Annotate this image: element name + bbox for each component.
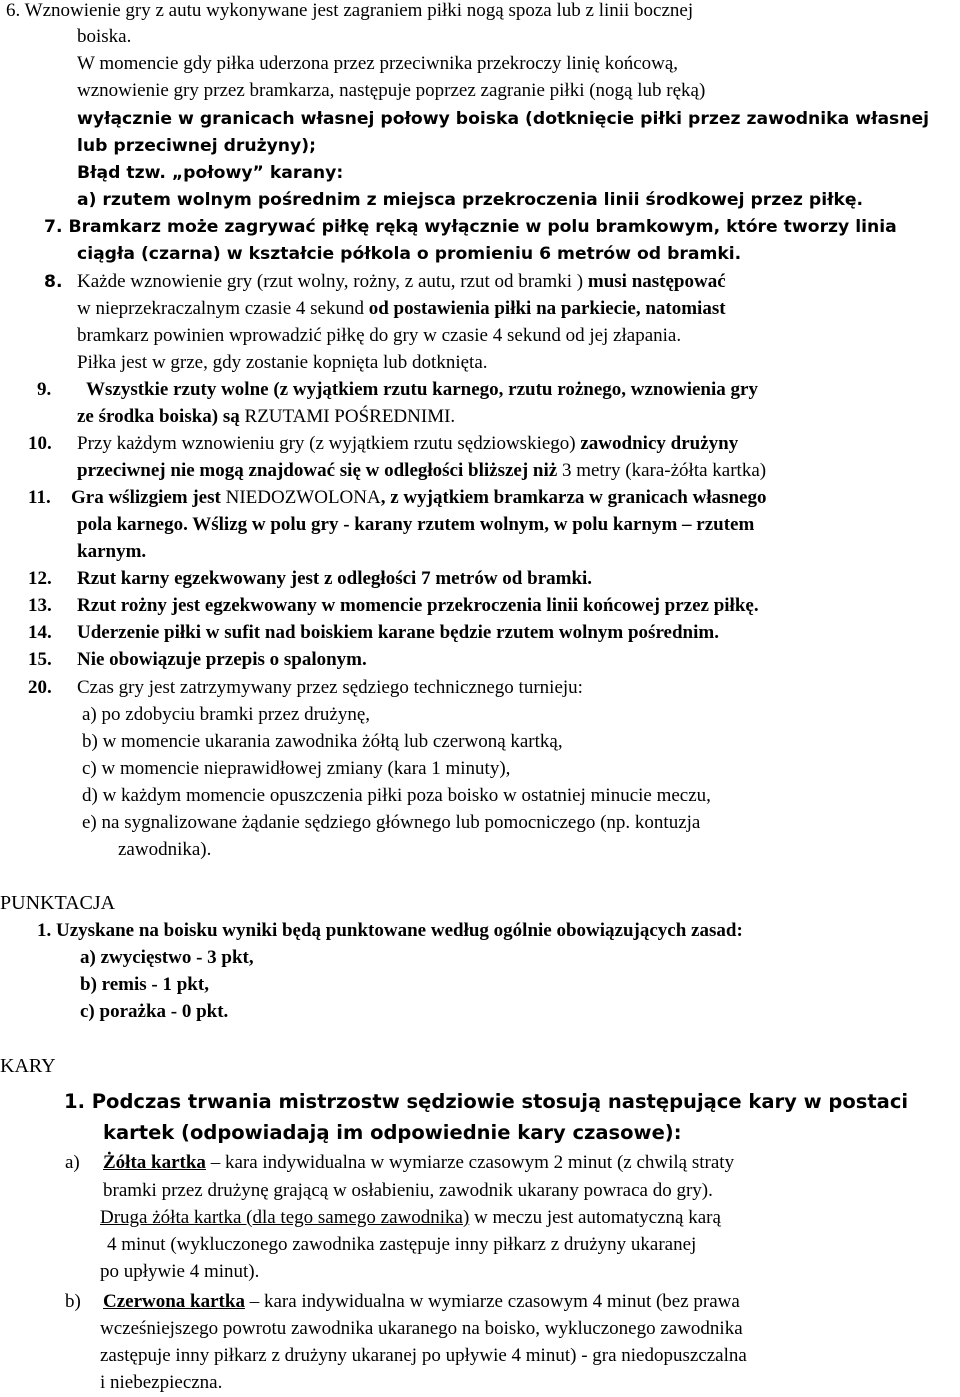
rule-20-item-d: d) w każdym momencie opuszczenia piłki poza boisko w ostatniej minucie meczu, <box>82 785 711 806</box>
rule-8-number: 8. <box>44 272 63 292</box>
punktacja-item-a: a) zwycięstwo - 3 pkt, <box>80 947 254 968</box>
kary-b-line-4: i niebezpieczna. <box>100 1372 223 1393</box>
rule-11-number: 11. <box>28 487 51 508</box>
rule-6-line-1: 6. Wznowienie gry z autu wykonywane jest zagraniem piłki nogą spoza lub z linii bocznej <box>6 0 694 21</box>
second-yellow-card-text: Druga żółta kartka (dla tego samego zawodnika) <box>100 1207 470 1228</box>
rule-20-item-e: e) na sygnalizowane żądanie sędziego głównego lub pomocniczego (np. kontuzja <box>82 812 701 833</box>
red-card-title: Czerwona kartka <box>103 1291 245 1312</box>
kary-b-line-1-text: – kara indywidualna w wymiarze czasowym 4 minut (bez prawa <box>244 1291 740 1312</box>
punktacja-item-1: 1. Uzyskane na boisku wyniki będą punktowane według ogólnie obowiązujących zasad: <box>37 920 743 941</box>
punktacja-item-c: c) porażka - 0 pkt. <box>80 1001 229 1022</box>
kary-a-line-3-text: w meczu jest automatyczną karą <box>469 1207 721 1228</box>
yellow-card-title: Żółta kartka <box>103 1152 206 1173</box>
rule-8-line-2 <box>77 296 726 322</box>
kary-item-1-line-1: 1. Podczas trwania mistrzostw sędziowie stosują następujące kary w postaci <box>64 1090 909 1113</box>
kary-a-line-5: po upływie 4 minut). <box>100 1261 260 1282</box>
rule-14-text: Uderzenie piłki w sufit nad boiskiem karane będzie rzutem wolnym pośrednim. <box>77 622 719 643</box>
rule-8-line-3: bramkarz powinien wprowadzić piłkę do gry w czasie 4 sekund od jej złapania. <box>77 325 682 346</box>
rule-9-line-1: Wszystkie rzuty wolne (z wyjątkiem rzutu karnego, rzutu rożnego, wznowienia gry <box>86 379 758 400</box>
rule-10-line-1-bold: zawodnicy drużyny <box>580 433 739 454</box>
rule-13-number: 13. <box>28 595 52 616</box>
rule-13-text: Rzut rożny jest egzekwowany w momencie przekroczenia linii końcowej przez piłkę. <box>77 595 759 616</box>
rule-6-line-5: wyłącznie w granicach własnej połowy boiska (dotknięcie piłki przez zawodnika własnej <box>77 109 930 129</box>
rule-8-line-2-text: w nieprzekraczalnym czasie 4 sekund <box>77 298 369 319</box>
rule-9-line-2-bold: ze środka boiska) są <box>77 406 245 427</box>
rule-6-line-3: W momencie gdy piłka uderzona przez przeciwnika przekroczy linię końcową, <box>77 53 679 74</box>
rule-20-text: Czas gry jest zatrzymywany przez sędziego technicznego turnieju: <box>77 677 583 698</box>
rule-11-line-1 <box>71 485 767 511</box>
rule-9-line-2-text: RZUTAMI POŚREDNIMI. <box>244 406 456 427</box>
rule-8-line-1 <box>77 269 726 295</box>
rule-10-line-2-bold: przeciwnej nie mogą znajdować się w odległości bliższej niż <box>77 460 562 481</box>
rule-8-line-1-bold: musi następować <box>587 271 726 292</box>
rule-6-line-7: Błąd tzw. „połowy” karany: <box>77 163 344 183</box>
rule-14-number: 14. <box>28 622 52 643</box>
rule-8-line-4: Piłka jest w grze, gdy zostanie kopnięta lub dotknięta. <box>77 352 488 373</box>
rule-20-item-c: c) w momencie nieprawidłowej zmiany (kara 1 minuty), <box>82 758 511 779</box>
rule-6-line-8: a) rzutem wolnym pośrednim z miejsca przekroczenia linii środkowej przez piłkę. <box>77 190 864 210</box>
rule-10-line-2 <box>77 458 766 484</box>
rule-20-item-e-cont: zawodnika). <box>118 839 212 860</box>
kary-a-line-3 <box>100 1205 721 1231</box>
rule-20-item-b: b) w momencie ukarania zawodnika żółtą lub czerwoną kartką, <box>82 731 563 752</box>
rule-11-line-1-caps: NIEDOZWOLONA <box>225 487 381 508</box>
rule-20-number: 20. <box>28 677 52 698</box>
rule-6-line-4: wznowienie gry przez bramkarza, następuje poprzez zagranie piłki (nogą lub ręką) <box>77 80 706 101</box>
rule-10-line-1 <box>77 431 738 457</box>
section-heading-punktacja: PUNKTACJA <box>0 892 116 914</box>
rule-10-line-1-text: Przy każdym wznowieniu gry (z wyjątkiem rzutu sędziowskiego) <box>77 433 581 454</box>
kary-b-line-3: zastępuje inny piłkarz z drużyny ukaranej po upływie 4 minut) - gra niedopuszczalna <box>100 1345 747 1366</box>
rule-12-number: 12. <box>28 568 52 589</box>
kary-a-line-2: bramki przez drużynę grającą w osłabieniu, zawodnik ukarany powraca do gry). <box>103 1180 713 1201</box>
rule-9-line-2 <box>77 404 455 430</box>
kary-a-line-1-text: – kara indywidualna w wymiarze czasowym 2 minut (z chwilą straty <box>205 1152 735 1173</box>
kary-a-line-4: 4 minut (wykluczonego zawodnika zastępuje inny piłkarz z drużyny ukaranej <box>107 1234 697 1255</box>
rule-15-number: 15. <box>28 649 52 670</box>
rule-11-line-1-bold: Gra wślizgiem jest <box>71 487 226 508</box>
kary-b-line-2: wcześniejszego powrotu zawodnika ukaranego na boisko, wykluczonego zawodnika <box>100 1318 743 1339</box>
kary-a-line-1 <box>103 1150 734 1176</box>
rule-7-line-1: 7. Bramkarz może zagrywać piłkę ręką wyłącznie w polu bramkowym, które tworzy linia <box>44 217 897 237</box>
kary-b-label: b) <box>65 1291 81 1312</box>
rule-10-number: 10. <box>28 433 52 454</box>
rule-15-text: Nie obowiązuje przepis o spalonym. <box>77 649 367 670</box>
rule-8-line-1-text: Każde wznowienie gry (rzut wolny, rożny, z autu, rzut od bramki ) <box>77 271 588 292</box>
kary-item-1-line-2: kartek (odpowiadają im odpowiednie kary czasowe): <box>103 1121 682 1144</box>
rule-8-line-2-bold: od postawienia piłki na parkiecie, natomiast <box>368 298 726 319</box>
rule-11-line-1-bold-2: , z wyjątkiem bramkarza w granicach własnego <box>380 487 767 508</box>
rule-7-line-2: ciągła (czarna) w kształcie półkola o promieniu 6 metrów od bramki. <box>77 244 742 264</box>
kary-a-label: a) <box>65 1152 80 1173</box>
kary-b-line-1 <box>103 1289 740 1315</box>
section-heading-kary: KARY <box>0 1055 56 1077</box>
rule-12-text: Rzut karny egzekwowany jest z odległości 7 metrów od bramki. <box>77 568 593 589</box>
rule-6-line-6: lub przeciwnej drużyny); <box>77 136 316 156</box>
rule-10-line-2-text: 3 metry (kara-żółta kartka) <box>561 460 767 481</box>
rule-11-line-3: karnym. <box>77 541 147 562</box>
rule-6-line-2: boiska. <box>77 26 132 47</box>
rule-20-item-a: a) po zdobyciu bramki przez drużynę, <box>82 704 371 725</box>
rule-9-number: 9. <box>37 379 52 400</box>
punktacja-item-b: b) remis - 1 pkt, <box>80 974 209 995</box>
rule-11-line-2: pola karnego. Wślizg w polu gry - karany rzutem wolnym, w polu karnym – rzutem <box>77 514 755 535</box>
